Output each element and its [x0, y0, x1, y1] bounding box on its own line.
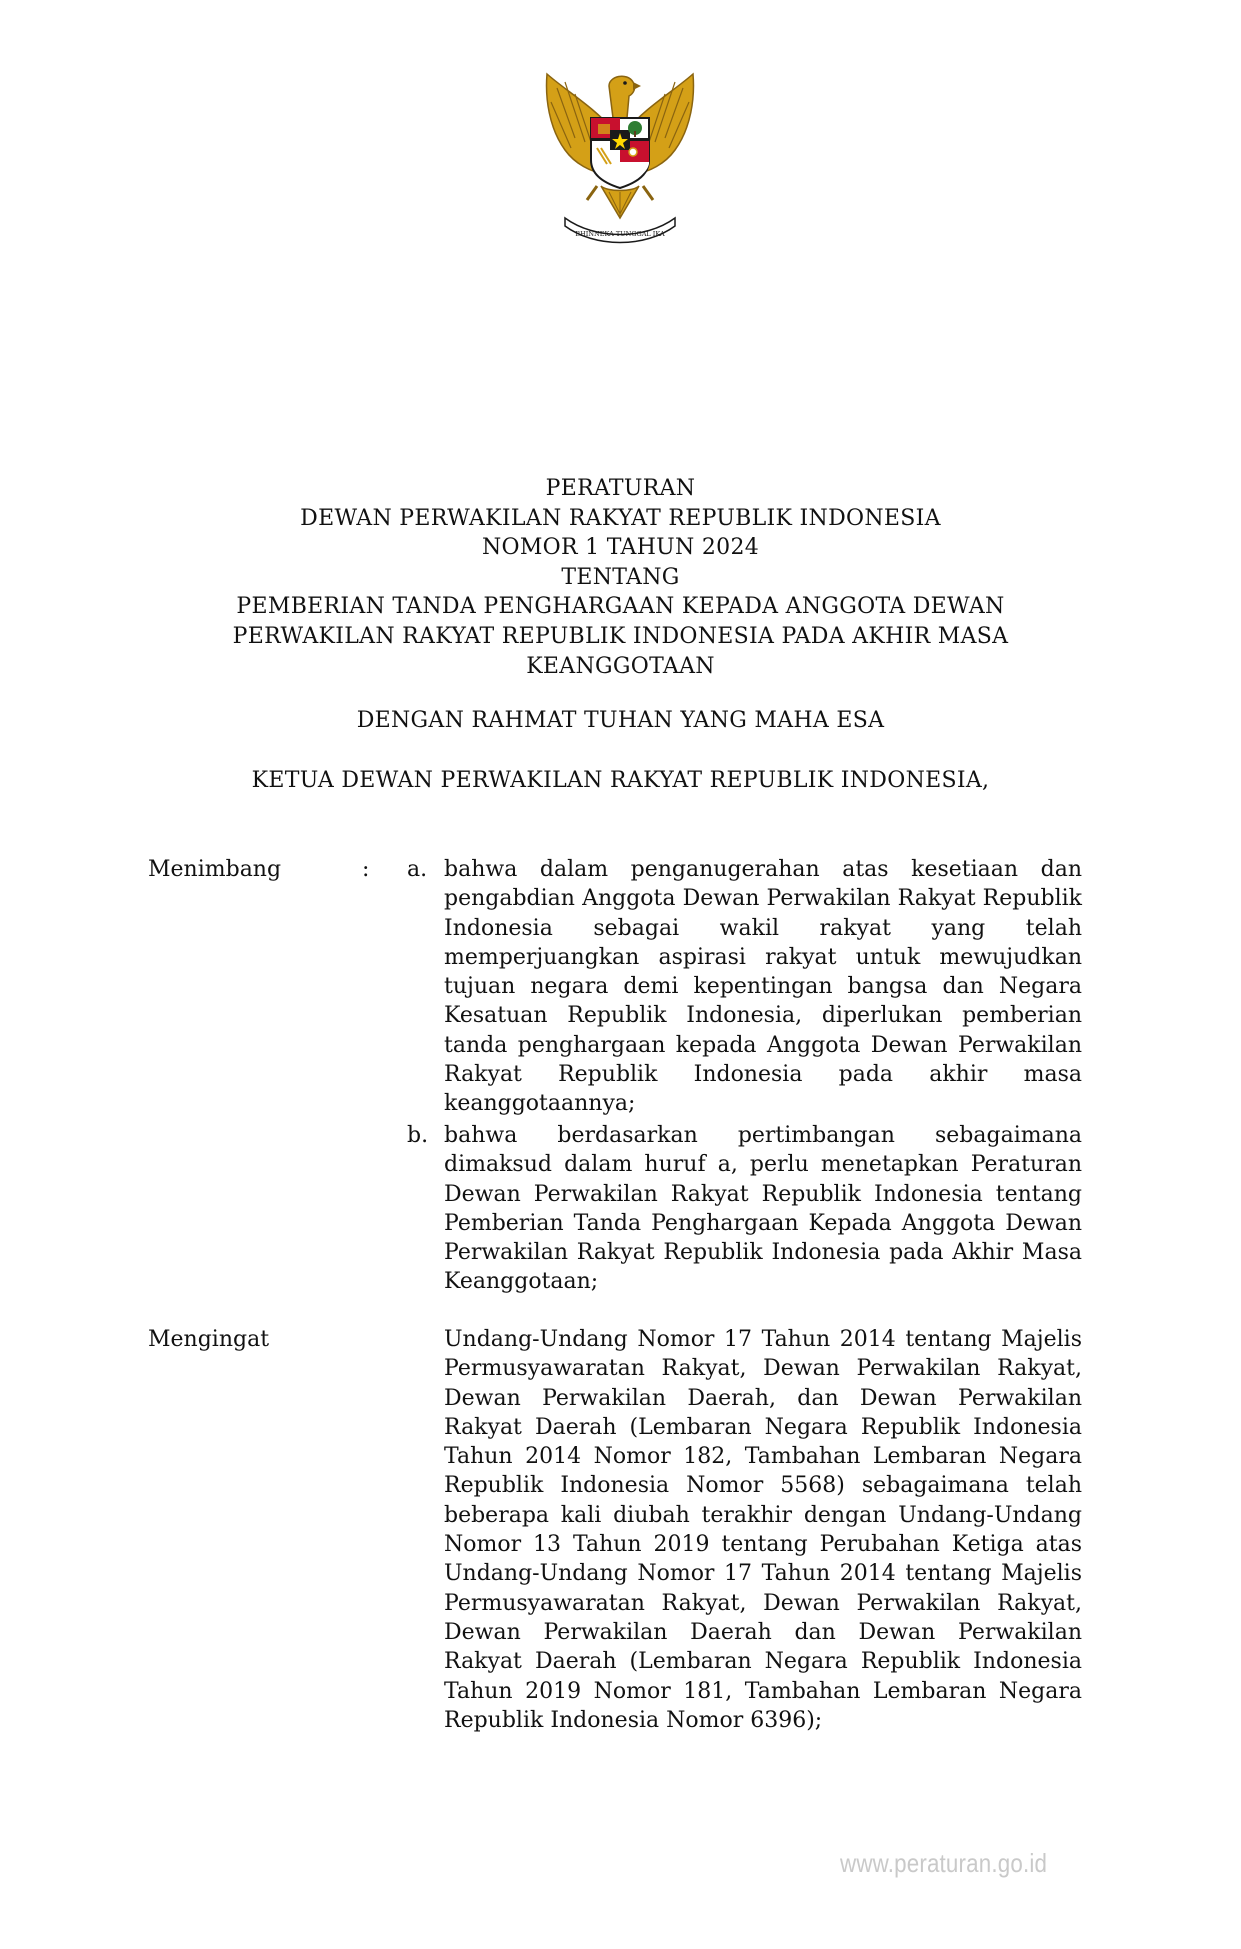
mengingat-label: Mengingat: [148, 1327, 270, 1352]
heading-line-institution: DEWAN PERWAKILAN RAKYAT REPUBLIK INDONESIA: [300, 505, 941, 531]
menimbang-label: Menimbang: [148, 857, 282, 882]
shield: [591, 118, 649, 188]
blessing-line: DENGAN RAHMAT TUHAN YANG MAHA ESA: [356, 708, 885, 733]
speaker-line: KETUA DEWAN PERWAKILAN RAKYAT REPUBLIK INDONESIA,: [251, 768, 990, 793]
mengingat-text: Undang-Undang Nomor 17 Tahun 2014 tentang Majelis Permusyawaratan Rakyat, Dewan Perwakilan Rakyat, Dewan Perwakilan Daerah, dan Dewan Perwakilan Rakyat Daerah (Lembaran Negara Republik Indonesia Tahun 2014 Nomor 182, Tambahan Lembaran Negara Republik Indonesia Nomor 5568) sebagaimana telah beberapa kali diubah terakhir dengan Undang-Undang Nomor 13 Tahun 2019 tentang Perubahan Ketiga atas Undang-Undang Nomor 17 Tahun 2014 tentang Majelis Permusyawaratan Rakyat, Dewan Perwakilan Rakyat, Dewan Perwakilan Daerah dan Dewan Perwakilan Rakyat Daerah (Lembaran Negara Republik Indonesia Tahun 2019 Nomor 181, Tambahan Lembaran Negara Republik Indonesia Nomor 6396);: [444, 1327, 1082, 1733]
garuda-emblem-icon: [535, 68, 705, 246]
heading-line-subject-3: KEANGGOTAAN: [526, 653, 715, 679]
head: [609, 76, 635, 118]
menimbang-colon: :: [362, 857, 370, 882]
heading-line-subject-2: PERWAKILAN RAKYAT REPUBLIK INDONESIA PADA AKHIR MASA: [232, 623, 1009, 649]
heading-line-subject-1: PEMBERIAN TANDA PENGHARGAAN KEPADA ANGGOTA DEWAN: [236, 594, 1005, 620]
motto-text: BHINNEKA TUNGGAL IKA: [575, 230, 665, 238]
regulation-heading: [0, 474, 1241, 681]
heading-line-tentang: TENTANG: [561, 564, 680, 590]
menimbang-item-b-marker: b.: [407, 1123, 429, 1148]
website-watermark: www.peraturan.go.id: [840, 1848, 1048, 1878]
menimbang-item-b-text: bahwa berdasarkan pertimbangan sebagaimana dimaksud dalam huruf a, perlu menetapkan Peraturan Dewan Perwakilan Rakyat Republik Indonesia tentang Pemberian Tanda Penghargaan Kepada Anggota Dewan Perwakilan Rakyat Republik Indonesia pada Akhir Masa Keanggotaan;: [444, 1123, 1082, 1295]
heading-line-type: PERATURAN: [545, 476, 696, 501]
heading-line-number: NOMOR 1 TAHUN 2024: [481, 535, 760, 561]
menimbang-item-a-text: bahwa dalam penganugerahan atas kesetiaan dan pengabdian Anggota Dewan Perwakilan Rakyat Republik Indonesia sebagai wakil rakyat yang telah memperjuangkan aspirasi rakyat untuk mewujudkan tujuan negara demi kepentingan bangsa dan Negara Kesatuan Republik Indonesia, diperlukan pemberian tanda penghargaan kepada Anggota Dewan Perwakilan Rakyat Republik Indonesia pada akhir masa keanggotaannya;: [444, 857, 1082, 1117]
menimbang-item-a-marker: a.: [407, 857, 428, 882]
